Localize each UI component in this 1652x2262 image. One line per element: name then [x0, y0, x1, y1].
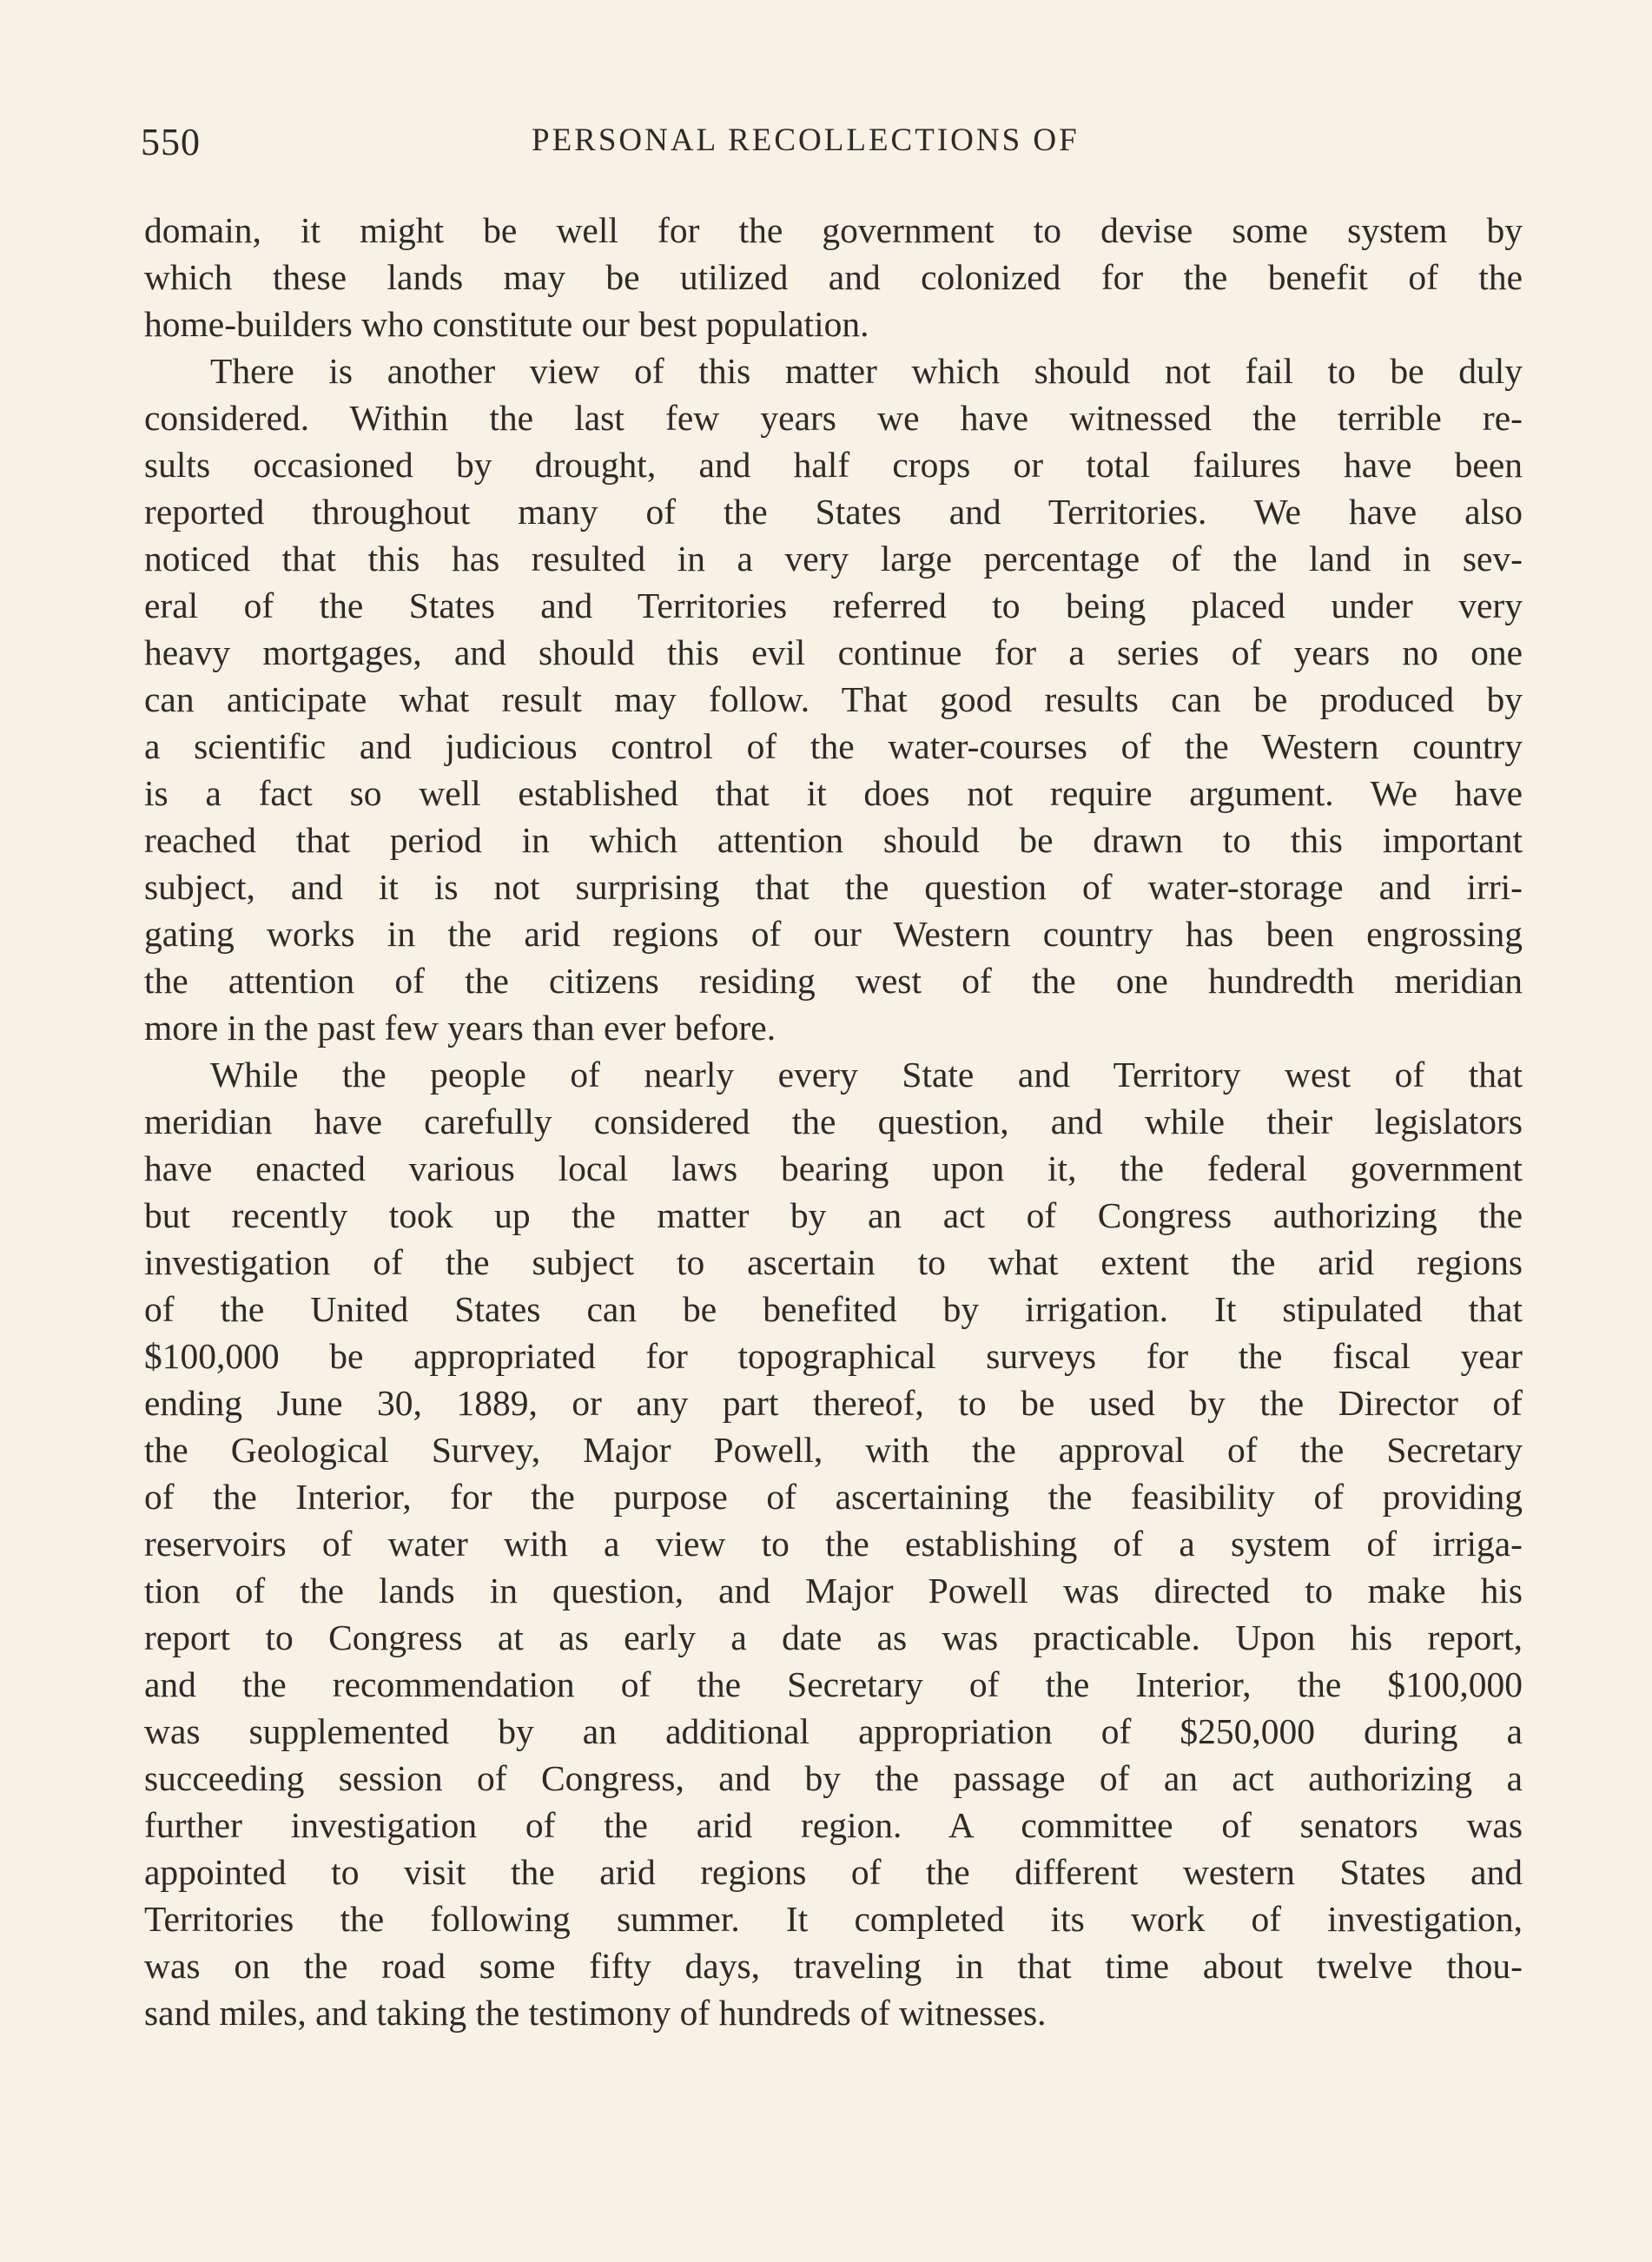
text-line: of the United States can be benefited by irrigation. It stipulated that [144, 1289, 1523, 1329]
paragraph [144, 1051, 1523, 2036]
text-line: appointed to visit the arid regions of the different western States and [144, 1852, 1523, 1892]
text-line: was supplemented by an additional appropriation of $250,000 during a [144, 1711, 1523, 1751]
text-line: further investigation of the arid region. A committee of senators was [144, 1805, 1523, 1845]
text-line: While the people of nearly every State and Territory west of that [210, 1055, 1523, 1095]
text-line: a scientific and judicious control of the water-courses of the Western country [144, 726, 1523, 766]
text-line: domain, it might be well for the government to devise some system by [144, 210, 1523, 250]
text-line: and the recommendation of the Secretary of the Interior, the $100,000 [144, 1664, 1523, 1704]
text-line: have enacted various local laws bearing upon it, the federal government [144, 1148, 1523, 1188]
text-line: reached that period in which attention should be drawn to this important [144, 820, 1523, 860]
text-line: tion of the lands in question, and Major Powell was directed to make his [144, 1571, 1523, 1611]
text-line: was on the road some fifty days, traveling in that time about twelve thou- [144, 1946, 1523, 1986]
text-line: gating works in the arid regions of our Western country has been engrossing [144, 914, 1523, 954]
text-line: subject, and it is not surprising that the question of water-storage and irri- [144, 867, 1523, 907]
text-line: investigation of the subject to ascertain to what extent the arid regions [144, 1242, 1523, 1282]
text-line: the attention of the citizens residing west of the one hundredth meridian [144, 961, 1523, 1001]
text-line: There is another view of this matter which should not fail to be duly [210, 351, 1523, 391]
text-line: report to Congress at as early a date as was practicable. Upon his report, [144, 1617, 1523, 1657]
text-line: succeeding session of Congress, and by the passage of an act authorizing a [144, 1758, 1523, 1798]
page-number: 550 [141, 121, 201, 163]
text-line: meridian have carefully considered the question, and while their legislators [144, 1101, 1523, 1141]
text-line: eral of the States and Territories referred to being placed under very [144, 585, 1523, 625]
text-line: sand miles, and taking the testimony of hundreds of witnesses. [144, 1993, 1047, 2033]
text-line: is a fact so well established that it does not require argument. We have [144, 773, 1523, 813]
running-head [141, 120, 1530, 172]
text-line: reported throughout many of the States and Territories. We have also [144, 492, 1523, 532]
text-line: but recently took up the matter by an act of Congress authorizing the [144, 1195, 1523, 1235]
text-line: the Geological Survey, Major Powell, with the approval of the Secretary [144, 1430, 1523, 1470]
text-line: noticed that this has resulted in a very large percentage of the land in sev- [144, 539, 1523, 579]
paragraph [144, 347, 1523, 1051]
running-title: PERSONAL RECOLLECTIONS OF [532, 122, 1080, 158]
text-line: ending June 30, 1889, or any part thereof, to be used by the Director of [144, 1383, 1523, 1423]
text-line: more in the past few years than ever before. [144, 1008, 776, 1048]
text-line: which these lands may be utilized and colonized for the benefit of the [144, 257, 1523, 297]
paragraph [144, 207, 1523, 347]
text-line: reservoirs of water with a view to the establishing of a system of irriga- [144, 1524, 1523, 1564]
body-text [144, 207, 1523, 2036]
text-line: home-builders who constitute our best population. [144, 304, 869, 344]
text-line: can anticipate what result may follow. That good results can be produced by [144, 679, 1523, 719]
text-line: considered. Within the last few years we have witnessed the terrible re- [144, 398, 1523, 438]
text-line: $100,000 be appropriated for topographical surveys for the fiscal year [144, 1336, 1523, 1376]
text-line: sults occasioned by drought, and half crops or total failures have been [144, 445, 1523, 485]
text-line: heavy mortgages, and should this evil continue for a series of years no one [144, 632, 1523, 672]
text-line: of the Interior, for the purpose of ascertaining the feasibility of providing [144, 1477, 1523, 1517]
text-line: Territories the following summer. It completed its work of investigation, [144, 1899, 1523, 1939]
